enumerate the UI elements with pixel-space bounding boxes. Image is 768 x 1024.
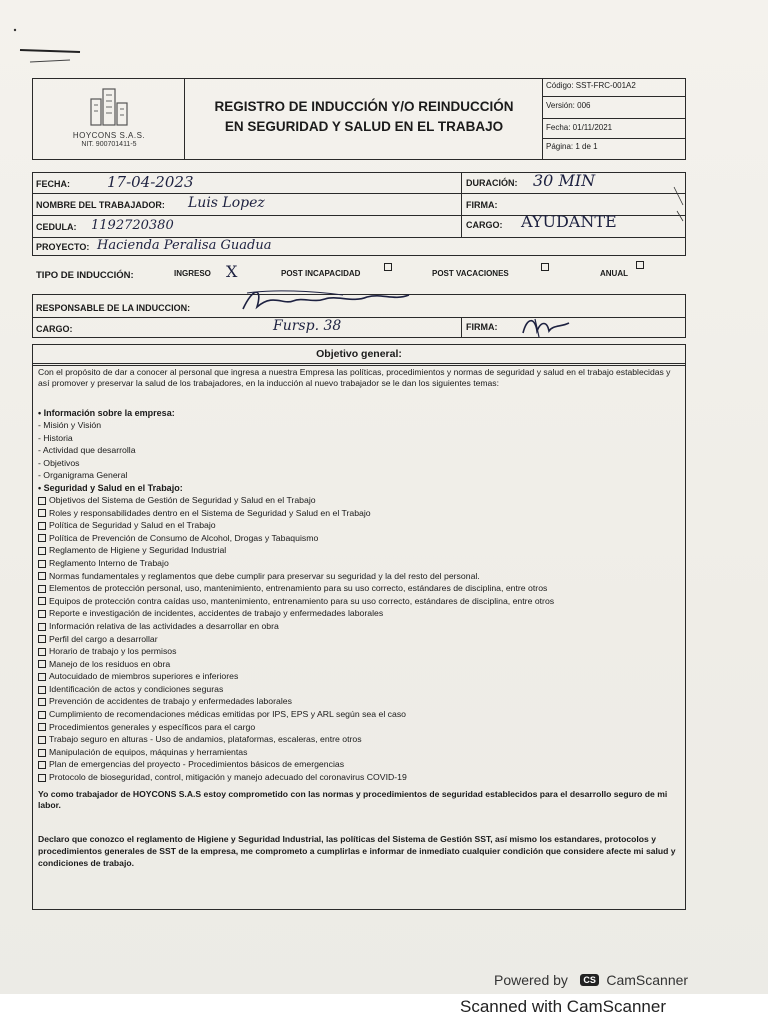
checklist-item-label: Política de Prevención de Consumo de Alcohol, Drogas y Tabaquismo [49,532,319,543]
tipo-post-incapacidad-label: POST INCAPACIDAD [281,269,361,278]
checklist-item-label: Reglamento de Higiene y Seguridad Industrial [49,545,227,556]
checklist-item [38,721,678,734]
stray-pen-marks [10,10,130,70]
checklist-item [38,532,678,545]
checklist-item [38,582,678,595]
checkbox-icon[interactable] [38,560,46,568]
checklist-item-label: Procedimientos generales y específicos para el cargo [49,721,256,732]
tipo-post-incapacidad-checkbox[interactable] [384,263,392,271]
doc-code: Código: SST-FRC-001A2 [546,81,636,90]
checklist-item-label: Equipos de protección contra caídas uso, mantenimiento, entrenamiento para su uso correcto, estándares de disciplina, entre otros [49,595,555,606]
camscanner-name: CamScanner [606,972,689,988]
checklist-item [38,620,678,633]
checklist-item-label: Autocuidado de miembros superiores e inferiores [49,671,239,682]
company-info-section [38,407,678,784]
building-logo-icon [87,87,131,127]
checklist-item-label: Prevención de accidentes de trabajo y enfermedades laborales [49,696,292,707]
fecha-value: 17-04-2023 [107,173,194,191]
responsable-cargo-label: CARGO: [36,324,73,334]
checklist-item [38,544,678,557]
responsable-signature [233,287,423,317]
doc-date: Fecha: 01/11/2021 [546,123,613,132]
doc-version: Versión: 006 [546,101,591,110]
fecha-label: FECHA: [36,179,70,189]
duracion-label: DURACIÓN: [466,178,518,188]
checkbox-icon[interactable] [38,610,46,618]
checklist-item [38,658,678,671]
checklist-item-label: Plan de emergencias del proyecto - Procedimientos básicos de emergencias [49,759,345,770]
checkbox-icon[interactable] [38,509,46,517]
checkbox-icon[interactable] [38,761,46,769]
checkbox-icon[interactable] [38,736,46,744]
logo-cell [33,79,185,159]
camscanner-watermark [494,972,714,992]
checklist-item [38,633,678,646]
sst-heading: • Seguridad y Salud en el Trabajo: [38,482,183,493]
checklist-item-label: Objetivos del Sistema de Gestión de Seguridad y Salud en el Trabajo [49,494,316,505]
cargo-worker-label: CARGO: [466,220,503,230]
checkbox-icon[interactable] [38,648,46,656]
cedula-label: CEDULA: [36,222,77,232]
list-item: - Objetivos [38,457,80,468]
tipo-ingreso-mark[interactable]: X [226,262,238,281]
checklist-item [38,683,678,696]
tipo-ingreso-label: INGRESO [174,269,211,278]
checklist-item-label: Identificación de actos y condiciones seguras [49,683,224,694]
checkbox-icon[interactable] [38,623,46,631]
checklist-item-label: Perfil del cargo a desarrollar [49,633,158,644]
proyecto-label: PROYECTO: [36,242,90,252]
checklist-item [38,595,678,608]
checklist-item-label: Normas fundamentales y reglamentos que debe cumplir para preservar su seguridad y la del resto del personal. [49,570,480,581]
checklist-item [38,570,678,583]
responsable-label: RESPONSABLE DE LA INDUCCION: [36,303,191,313]
list-item: - Misión y Visión [38,420,102,430]
checklist-item [38,607,678,620]
checkbox-icon[interactable] [38,698,46,706]
checklist-item-label: Información relativa de las actividades a desarrollar en obra [49,620,279,631]
checkbox-icon[interactable] [38,711,46,719]
checklist-item-label: Manejo de los residuos en obra [49,658,171,669]
checklist-item-label: Política de Seguridad y Salud en el Trabajo [49,520,216,531]
checkbox-icon[interactable] [38,597,46,605]
company-info-heading: • Información sobre la empresa: [38,408,175,418]
checkbox-icon[interactable] [38,686,46,694]
scanned-with-text: Scanned with CamScanner [460,997,667,1016]
objective-box [32,344,686,910]
checklist-item-label: Manipulación de equipos, máquinas y herramientas [49,746,248,757]
scanned-banner [0,994,768,1024]
worker-signature-scribble [673,185,685,225]
checkbox-icon[interactable] [38,673,46,681]
checklist-item [38,746,678,759]
checklist-item [38,557,678,570]
checklist-item [38,670,678,683]
checklist-item-label: Reglamento Interno de Trabajo [49,557,169,568]
tipo-induccion-row [36,262,686,286]
checkbox-icon[interactable] [38,585,46,593]
checklist-item [38,758,678,771]
responsable-firma-label: FIRMA: [466,322,498,332]
company-name: HOYCONS S.A.S. [72,131,146,140]
checklist-item [38,708,678,721]
tipo-post-vacaciones-label: POST VACACIONES [432,269,509,278]
checkbox-icon[interactable] [38,497,46,505]
objective-title: Objetivo general: [316,348,402,360]
nombre-value: Luis Lopez [188,195,265,211]
checklist-item-label: Elementos de protección personal, uso, mantenimiento, entrenamiento para su uso correcto, estándares de disciplina, entre otros [49,583,548,594]
checkbox-icon[interactable] [38,635,46,643]
checklist-item-label: Cumplimiento de recomendaciones médicas emitidas por IPS, EPS y ARL según sea el caso [49,709,407,720]
worker-info-box [32,172,686,256]
checkbox-icon[interactable] [38,547,46,555]
declaration-text: Declaro que conozco el reglamento de Higiene y Seguridad Industrial, las políticas del Sistema de Gestión SST, así mismo los estandares, protocolos y procedimientos generales de SST de la empresa, me comprometo a cumplirlas e informar de inmediato cualquier condición que considere afecte mi salud y condiciones de trabajo. [38,834,676,868]
title-cell [185,79,543,159]
checklist-item [38,771,678,784]
checklist-item [38,695,678,708]
form-title-line1: REGISTRO DE INDUCCIÓN Y/O REINDUCCIÓN [214,99,514,114]
list-item: - Organigrama General [38,470,128,481]
doc-page: Página: 1 de 1 [546,142,598,151]
form-title-line2: EN SEGURIDAD Y SALUD EN EL TRABAJO [224,119,504,134]
tipo-anual-checkbox[interactable] [636,261,644,269]
checklist-item-label: Protocolo de bioseguridad, control, mitigación y manejo adecuado del coronavirus COVID-19 [49,772,407,783]
cedula-value: 1192720380 [91,218,174,233]
company-info-list [38,419,678,482]
sst-topic-list [38,494,678,784]
checkbox-icon[interactable] [38,522,46,530]
tipo-post-vacaciones-checkbox[interactable] [541,263,549,271]
camscanner-logo-icon: CS [580,974,599,986]
proyecto-value: Hacienda Peralisa Guadua [97,238,272,253]
cargo-worker-value: AYUDANTE [521,212,617,231]
checklist-item [38,494,678,507]
checklist-item-label: Reporte e investigación de incidentes, accidentes de trabajo y enfermedades laborales [49,608,384,619]
checklist-item-label: Trabajo seguro en alturas - Uso de andamios, plataformas, escaleras, entre otros [49,734,362,745]
checkbox-icon[interactable] [38,749,46,757]
responsable-firma-signature [517,315,577,339]
checkbox-icon[interactable] [38,723,46,731]
checklist-item-label: Horario de trabajo y los permisos [49,646,177,657]
responsable-box [32,294,686,338]
tipo-label: TIPO DE INDUCCIÓN: [36,270,134,281]
company-nit: NIT. 900701411-5 [81,141,137,148]
duracion-value: 30 MIN [533,171,596,190]
checkbox-icon[interactable] [38,534,46,542]
doc-meta-cell [543,79,685,159]
checklist-item [38,733,678,746]
checkbox-icon[interactable] [38,572,46,580]
objective-intro: Con el propósito de dar a conocer al personal que ingresa a nuestra Empresa las políticas, procedimientos y normas de seguridad y salud en el trabajo establecidas y así promover y preservar la salud de los trabajadores, en la inducción al nuevo trabajador se le dan los siguientes temas: [38,367,671,388]
checklist-item [38,507,678,520]
header-box [32,78,686,160]
checkbox-icon[interactable] [38,774,46,782]
checklist-item [38,645,678,658]
checkbox-icon[interactable] [38,660,46,668]
list-item: - Historia [38,432,73,443]
powered-by-text: Powered by [494,972,568,988]
firma-worker-label: FIRMA: [466,200,498,210]
list-item: - Actividad que desarrolla [38,445,136,456]
responsable-cargo-value: Fursp. 38 [273,318,342,334]
commitment-text: Yo como trabajador de HOYCONS S.A.S estoy comprometido con las normas y procedimientos de seguridad establecidos para el desarrollo seguro de mi labor. [38,789,668,810]
nombre-label: NOMBRE DEL TRABAJADOR: [36,200,165,210]
checklist-item [38,519,678,532]
tipo-anual-label: ANUAL [600,269,628,278]
checklist-item-label: Roles y responsabilidades dentro en el Sistema de Seguridad y Salud en el Trabajo [49,507,371,518]
